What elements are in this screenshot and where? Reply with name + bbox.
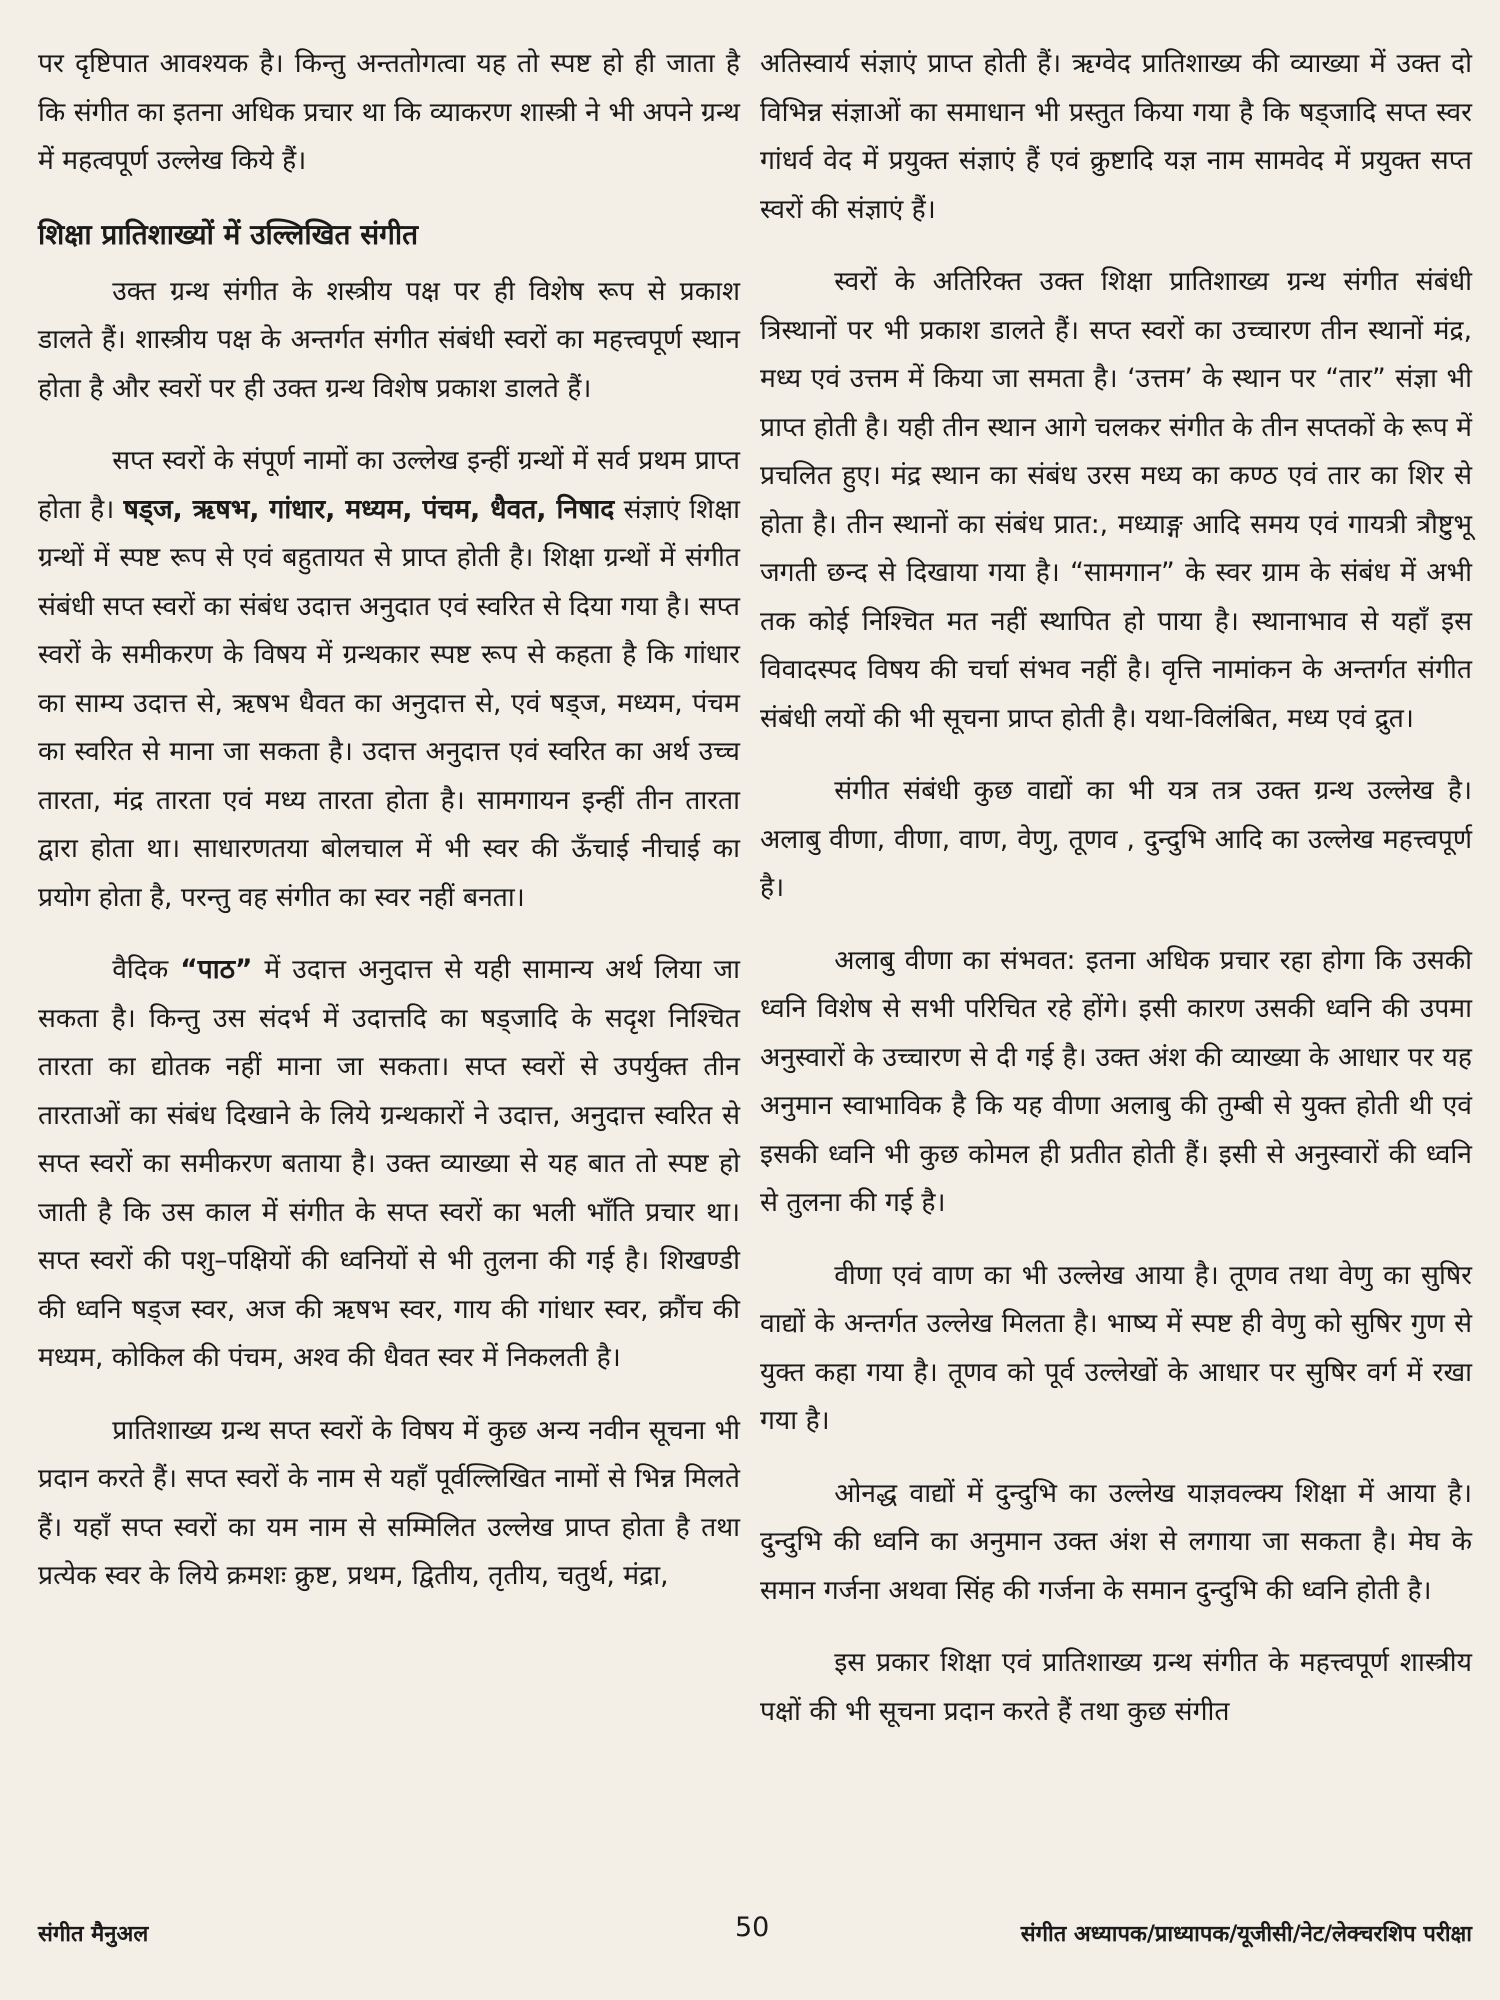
paragraph: ओनद्ध वाद्यों में दुन्दुभि का उल्लेख याज्ञवल्क्य शिक्षा में आया है। दुन्दुभि की ध्वनि का अनुमान उक्त अंश से लगाया जा सकता है। मेघ के समान गर्जना अथवा सिंह की गर्जना के समान दुन्दुभि की ध्वनि होती है। [760, 1477, 1472, 1606]
footer-exam-title: संगीत अध्यापक/प्राध्यापक/यूजीसी/नेट/लेक्चरशिप परीक्षा [1020, 1922, 1472, 1947]
paragraph: संगीत संबंधी कुछ वाद्यों का भी यत्र तत्र उक्त ग्रन्थ उल्लेख है। अलाबु वीणा, वीणा, वाण, वेणु, तूणव , दुन्दुभि आदि का उल्लेख महत्त्वपूर्ण है। [760, 775, 1472, 903]
paragraph-text: सप्त स्वरों के संपूर्ण नामों का उल्लेख इन्हीं ग्रन्थों में सर्व प्रथम प्राप्त होता है। [38, 445, 740, 525]
paragraph-text: वैदिक [112, 954, 169, 985]
paragraph-text: में उदात्त अनुदात्त से यही सामान्य अर्थ लिया जा सकता है। किन्तु उस संदर्भ में उदात्तदि का षड्जादि के सदृश निश्चित तारता का द्योतक नहीं माना जा सकता। सप्त स्वरों से उपर्युक्त तीन तारताओं का संबंध दिखाने के लिये ग्रन्थकारों ने उदात्त, अनुदात्त स्वरित से सप्त स्वरों का समीकरण बताया है। उक्त व्याख्या से यह बात तो स्पष्ट हो जाती है कि उस काल में संगीत के सप्त स्वरों का भली भाँति प्रचार था। सप्त स्वरों की पशु–पक्षियों की ध्वनियों से भी तुलना की गई है। शिखण्डी की ध्वनि षड्ज स्वर, अज की ऋषभ स्वर, गाय की गांधार स्वर, क्रौंच की मध्यम, कोकिल की पंचम, अश्व की धैवत स्वर में निकलती है। [38, 954, 740, 1373]
paragraph: वीणा एवं वाण का भी उल्लेख आया है। तूणव तथा वेणु का सुषिर वाद्यों के अन्तर्गत उल्लेख मिलता है। भाष्य में स्पष्ट ही वेणु को सुषिर गुण से युक्त कहा गया है। तूणव को पूर्व उल्लेखों के आधार पर सुषिर वर्ग में रखा गया है। [760, 1259, 1472, 1436]
footer-book-title: संगीत मैनुअल [38, 1922, 149, 1947]
paragraph: अलाबु वीणा का संभवत: इतना अधिक प्रचार रहा होगा कि उसकी ध्वनि विशेष से सभी परिचित रहे होंगे। इसी कारण उसकी ध्वनि की उपमा अनुस्वारों के उच्चारण से दी गई है। उक्त अंश की व्याख्या के आधार पर यह अनुमान स्वाभाविक है कि यह वीणा अलाबु की तुम्बी से युक्त होती थी एवं इसकी ध्वनि भी कुछ कोमल ही प्रतीत होती हैं। इसी से अनुस्वारों की ध्वनि से तुलना की गई है। [760, 944, 1472, 1218]
paragraph [38, 946, 740, 1383]
paragraph-text: संज्ञाएं शिक्षा ग्रन्थों में स्पष्ट रूप से एवं बहुतायत से प्राप्त होती है। शिक्षा ग्रन्थों में संगीत संबंधी सप्त स्वरों का संबंध उदात्त अनुदात एवं स्वरित से दिया गया है। सप्त स्वरों के समीकरण के विषय में ग्रन्थकार स्पष्ट रूप से कहता है कि गांधार का साम्य उदात्त से, ऋषभ धैवत का अनुदात्त से, एवं षड्ज, मध्यम, पंचम का स्वरित से माना जा सकता है। उदात्त अनुदात्त एवं स्वरित का अर्थ उच्च तारता, मंद्र तारता एवं मध्य तारता होता है। सामगायन इन्हीं तीन तारता द्वारा होता था। साधारणतया बोलचाल में भी स्वर की ऊँचाई नीचाई का प्रयोग होता है, परन्तु वह संगीत का स्वर नहीं बनता। [38, 493, 740, 913]
paragraph: उक्त ग्रन्थ संगीत के शस्त्रीय पक्ष पर ही विशेष रूप से प्रकाश डालते हैं। शास्त्रीय पक्ष के अन्तर्गत संगीत संबंधी स्वरों का महत्त्वपूर्ण स्थान होता है और स्वरों पर ही उक्त ग्रन्थ विशेष प्रकाश डालते हैं। [38, 275, 740, 404]
bold-term: “पाठ” [180, 954, 253, 985]
page-footer [38, 1912, 1472, 1958]
page-number: 50 [735, 1912, 770, 1943]
paragraph: स्वरों के अतिरिक्त उक्त शिक्षा प्रातिशाख्य ग्रन्थ संगीत संबंधी त्रिस्थानों पर भी प्रकाश डालते हैं। सप्त स्वरों का उच्चारण तीन स्थानों मंद्र, मध्य एवं उत्तम में किया जा समता है। ‘उत्तम’ के स्थान पर “तार” संज्ञा भी प्राप्त होती है। यही तीन स्थान आगे चलकर संगीत के तीन सप्तकों के रूप में प्रचलित हुए। मंद्र स्थान का संबंध उरस मध्य का कण्ठ एवं तार का शिर से होता है। तीन स्थानों का संबंध प्रात:, मध्याङ्ग आदि समय एवं गायत्री त्रौष्टुभू जगती छन्द से दिखाया गया है। “सामगान” के स्वर ग्राम के संबंध में अभी तक कोई निश्चित मत नहीं स्थापित हो पाया है। स्थानाभाव से यहाँ इस विवादस्पद विषय की चर्चा संभव नहीं है। वृत्ति नामांकन के अन्तर्गत संगीत संबंधी लयों की भी सूचना प्राप्त होती है। यथा-विलंबित, मध्य एवं द्रुत। [760, 266, 1472, 734]
section-heading: शिक्षा प्रातिशाख्यों में उल्लिखित संगीत [38, 217, 419, 251]
paragraph: अतिस्वार्य संज्ञाएं प्राप्त होती हैं। ऋग्वेद प्रातिशाख्य की व्याख्या में उक्त दो विभिन्न संज्ञाओं का समाधान भी प्रस्तुत किया गया है कि षड्जादि सप्त स्वर गांधर्व वेद में प्रयुक्त संज्ञाएं हैं एवं क्रुष्टादि यज्ञ नाम सामवेद में प्रयुक्त सप्त स्वरों की संज्ञाएं हैं। [760, 48, 1472, 225]
bold-swara-names: षड्ज, ऋषभ, गांधार, मध्यम, पंचम, धैवत, निषाद [123, 493, 615, 525]
right-column [760, 40, 1472, 1760]
paragraph: इस प्रकार शिक्षा एवं प्रातिशाख्य ग्रन्थ संगीत के महत्त्वपूर्ण शास्त्रीय पक्षों की भी सूचना प्रदान करते हैं तथा कुछ संगीत [760, 1647, 1472, 1727]
left-column [38, 40, 740, 1625]
paragraph [38, 437, 740, 922]
paragraph: प्रातिशाख्य ग्रन्थ सप्त स्वरों के विषय में कुछ अन्य नवीन सूचना भी प्रदान करते हैं। सप्त स्वरों के नाम से यहाँ पूर्वल्लिखित नामों से भिन्न मिलते हैं। यहाँ सप्त स्वरों का यम नाम से सम्मिलित उल्लेख प्राप्त होता है तथा प्रत्येक स्वर के लिये क्रमशः क्रुष्ट, प्रथम, द्वितीय, तृतीय, चतुर्थ, मंद्रा, [38, 1414, 740, 1591]
paragraph: पर दृष्टिपात आवश्यक है। किन्तु अन्ततोगत्वा यह तो स्पष्ट हो ही जाता है कि संगीत का इतना अधिक प्रचार था कि व्याकरण शास्त्री ने भी अपने ग्रन्थ में महत्वपूर्ण उल्लेख किये हैं। [38, 48, 740, 176]
